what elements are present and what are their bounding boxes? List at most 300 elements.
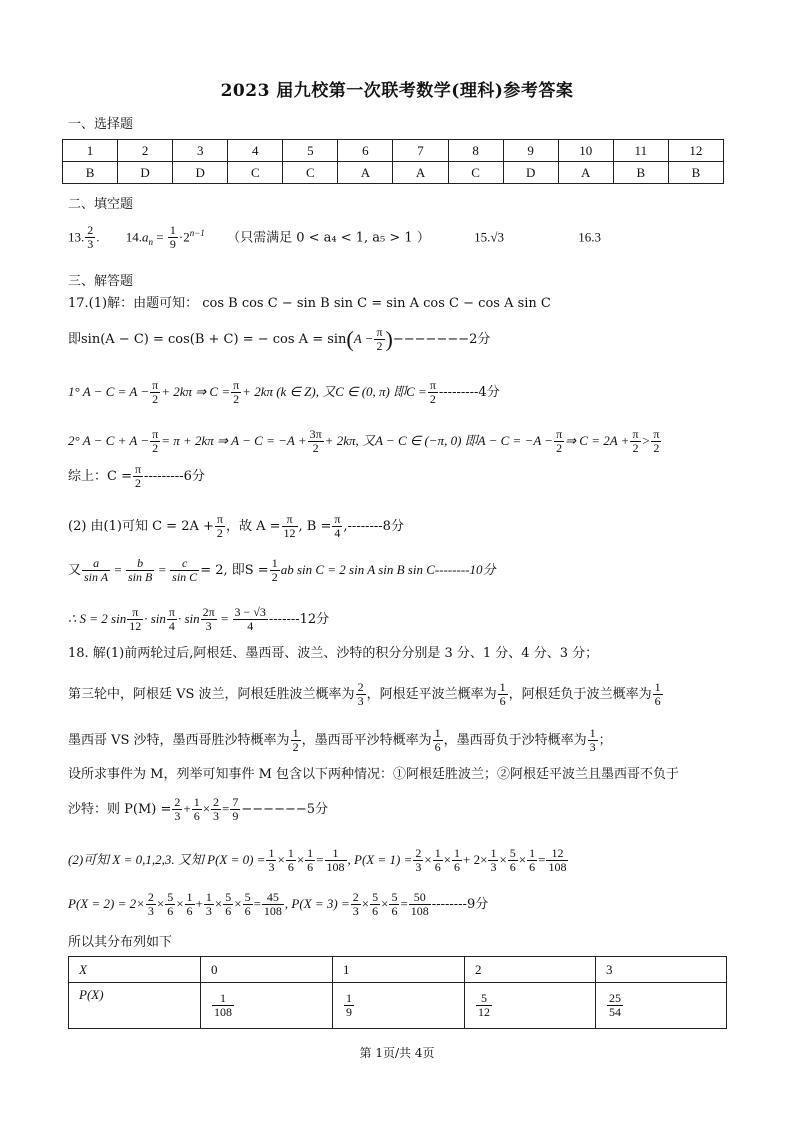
frac-num: 1 — [268, 846, 275, 860]
choice-number-cell: 7 — [393, 140, 448, 162]
two-thirds — [413, 847, 423, 874]
page-footer: 第 1页/共 4页 — [359, 1046, 435, 1060]
one-half — [270, 557, 280, 584]
p17-line-2 — [68, 326, 490, 353]
frac-den: sin B — [127, 570, 153, 584]
p18-l6-text: (2)可知 X = 0,1,2,3. 又知 P(X = 0) = — [68, 852, 266, 867]
op: × — [296, 852, 305, 867]
frac-num: 1 — [434, 846, 441, 860]
frac-num: 1 — [307, 846, 314, 860]
frac-num: 2 — [352, 890, 359, 904]
frac-den: 6 — [434, 740, 441, 754]
p17-score-12: -------12分 — [268, 612, 330, 627]
op: = — [538, 852, 546, 867]
frac-num: 1 — [499, 680, 506, 694]
frac-den: 6 — [499, 694, 506, 708]
frac-den: 108 — [263, 904, 282, 918]
one-third — [588, 727, 598, 754]
one-sixth — [527, 847, 537, 874]
choice-number-cell: 11 — [613, 140, 668, 162]
fill-answers-line — [68, 223, 601, 252]
choice-number-cell: 6 — [338, 140, 393, 162]
frac-den: 108 — [326, 860, 345, 874]
frac-num: π — [152, 378, 159, 392]
section-solve-heading: 三、解答题 — [68, 274, 134, 289]
choice-answer-cell: A — [393, 162, 448, 184]
dist-p-cell — [333, 983, 465, 1029]
frac-den: 6 — [193, 809, 200, 823]
frac-den: 3 — [268, 860, 275, 874]
choice-number-row — [63, 140, 724, 162]
one-sixth — [192, 796, 202, 823]
one-sixth — [433, 847, 443, 874]
frac-num: 1 — [292, 726, 299, 740]
one-sixth — [653, 681, 663, 708]
p17-l2-text: 即sin(A − C) = cos(B + C) = − cos A = sin — [68, 332, 347, 347]
q13-numerator: 2 — [87, 223, 94, 238]
frac-num: π — [376, 325, 383, 339]
p17-line-6 — [68, 513, 404, 540]
p18-line-1: 18. 解(1)前两轮过后,阿根廷、墨西哥、波兰、沙特的积分分别是 3 分、1 分、4 分、3 分； — [68, 646, 599, 661]
section-choice-heading: 一、选择题 — [68, 117, 134, 132]
one-sixth — [286, 847, 296, 874]
one-sixth — [305, 847, 315, 874]
choice-number-cell: 10 — [558, 140, 613, 162]
q14-note: （只需满足 0 < a₄ < 1, a₅ > 1 ） — [227, 230, 430, 246]
five-sixths — [370, 891, 380, 918]
p18-l6-text: , P(X = 1) = — [347, 852, 413, 867]
choice-number-cell: 1 — [63, 140, 118, 162]
dist-x-value: 2 — [465, 957, 596, 983]
p17-score-6: ---------6分 — [144, 469, 205, 484]
choice-answer-cell: B — [668, 162, 723, 184]
op: × — [381, 896, 389, 911]
op: × — [499, 852, 507, 867]
p18-l3-text: 墨西哥 VS 沙特，墨西哥胜沙特概率为 — [68, 733, 290, 748]
dist-prob-fraction — [607, 992, 623, 1019]
op: × — [443, 852, 452, 867]
op: × — [277, 852, 285, 867]
p17-l8-text: · sin — [144, 611, 166, 626]
frac-num: 2 — [357, 680, 364, 694]
five-sixths — [508, 847, 518, 874]
frac-den: 2 — [429, 392, 436, 406]
b-over-sinB — [126, 557, 154, 584]
frac-num: 1 — [287, 846, 294, 860]
choice-number-cell: 4 — [228, 140, 283, 162]
frac-num: 1 — [589, 726, 596, 740]
frac-num: π — [632, 427, 639, 441]
q14-subscript: n — [148, 236, 154, 247]
q14-power-base: ·2 — [178, 229, 190, 245]
frac-num: 1 — [325, 847, 347, 861]
op: × — [518, 852, 527, 867]
choice-number-cell: 3 — [173, 140, 228, 162]
frac-den: 12 — [129, 619, 142, 633]
op: × — [234, 896, 242, 911]
dist-x-value: 1 — [333, 957, 465, 983]
frac-num: 1 — [529, 846, 536, 860]
q13-tail: . — [96, 229, 100, 245]
frac-num: 5 — [167, 890, 174, 904]
pi-over-12 — [282, 513, 298, 540]
op: × — [202, 801, 211, 816]
p18-l5-text: 沙特：则 P(M) = — [68, 802, 172, 817]
two-thirds — [146, 891, 156, 918]
p17-line-4 — [68, 428, 662, 455]
p17-l3-text: + 2kπ (k ∈ Z), 又C ∈ (0, π) 即C = — [242, 384, 427, 399]
frac-den: 6 — [391, 904, 398, 918]
one-third — [266, 847, 276, 874]
choice-answer-cell: D — [503, 162, 558, 184]
pi-over-2 — [374, 326, 384, 353]
frac-num: 1 — [193, 795, 200, 809]
frac-den: 6 — [307, 860, 314, 874]
p18-line-6 — [68, 847, 569, 874]
frac-den: 4 — [168, 619, 175, 633]
frac-den: 2 — [376, 339, 383, 353]
pi-over-2 — [215, 513, 225, 540]
frac-den: 6 — [244, 904, 251, 918]
q14-equals: = — [153, 229, 167, 245]
p17-l4-text: 2° A − C + A − — [68, 433, 150, 448]
dist-p-label: P(X) — [69, 983, 201, 1029]
p18-score-9: --------9分 — [431, 897, 489, 912]
p17-l6-text: , B = — [298, 519, 332, 534]
p18-line-5 — [68, 796, 328, 823]
pi-over-4 — [332, 513, 342, 540]
frac-num: π — [152, 427, 159, 441]
pi-over-2 — [150, 379, 160, 406]
frac-den: 6 — [454, 860, 461, 874]
frac-den: 6 — [529, 860, 536, 874]
op: × — [361, 896, 370, 911]
frac-den: 12 — [478, 1005, 490, 1019]
p18-l2-text: ，阿根廷负于波兰概率为 — [508, 687, 652, 702]
fifty-108ths — [409, 891, 431, 918]
p17-l8-text: ∴ S = 2 sin — [68, 611, 127, 626]
frac-num: π — [282, 513, 298, 527]
frac-num: π — [134, 462, 142, 476]
frac-num: π — [233, 378, 240, 392]
frac-den: 2 — [653, 441, 660, 455]
frac-num: 5 — [391, 890, 398, 904]
p17-l4-text: ⇒ C = 2A + — [565, 433, 630, 448]
op: = — [316, 852, 324, 867]
frac-den: 2 — [152, 441, 159, 455]
pi-over-2 — [630, 428, 640, 455]
frac-den: 9 — [346, 1005, 352, 1019]
frac-num: 1 — [490, 846, 497, 860]
frac-den: 12 — [283, 526, 296, 540]
dist-prob-fraction — [476, 992, 492, 1019]
one-third — [204, 891, 214, 918]
seven-ninths — [230, 796, 240, 823]
frac-num: π — [429, 378, 436, 392]
frac-den: 2 — [632, 441, 639, 455]
q13-label: 13. — [68, 229, 85, 245]
choice-number-cell: 12 — [668, 140, 723, 162]
q14-lhs: a — [142, 229, 149, 245]
frac-num: π — [216, 512, 223, 526]
one-108th — [325, 847, 347, 874]
p17-l5-text: 综上：C = — [68, 469, 132, 484]
choice-answer-cell: D — [118, 162, 173, 184]
five-sixths — [243, 891, 253, 918]
p17-l4-text: > — [641, 433, 651, 448]
choice-number-cell: 2 — [118, 140, 173, 162]
frac-num: 5 — [225, 890, 232, 904]
three-pi-over-2 — [308, 428, 324, 455]
frac-den: 3 — [174, 809, 181, 823]
dist-prob-fraction — [212, 992, 234, 1019]
op: = — [400, 896, 408, 911]
p17-l7-text: = 2, 即S = — [200, 563, 269, 578]
p17-line-8: ∴ S = 2 sin $\frac{\pi}{12}$ · sin $\frac{\pi}{4}$ · sin $\frac{2\pi}{3}$ = $\frac{3 - √3}{4}$ -------12分 — [68, 605, 330, 633]
five-sixths — [223, 891, 233, 918]
dist-prob-fraction — [344, 992, 354, 1019]
frac-den: 2 — [216, 526, 223, 540]
p18-l3-text: ，墨西哥负于沙特概率为 — [443, 733, 587, 748]
q16-answer: 16.3 — [578, 229, 602, 245]
dist-p-cell — [465, 983, 596, 1029]
frac-num: 1 — [212, 992, 234, 1006]
q14-fraction — [168, 224, 178, 251]
frac-num: 1 — [205, 890, 212, 904]
choice-answer-cell: C — [448, 162, 503, 184]
p17-line-1: 17.(1)解：由题可知： cos B cos C − sin B sin C = sin A cos C − cos A sin C — [68, 296, 551, 311]
frac-den: 3 — [352, 904, 359, 918]
frac-den: 4 — [334, 526, 341, 540]
frac-num: π — [168, 605, 175, 619]
frac-den: 3 — [490, 860, 497, 874]
one-sixth — [452, 847, 462, 874]
choice-number-cell: 8 — [448, 140, 503, 162]
paren-open: ( — [346, 326, 354, 352]
one-sixth — [498, 681, 508, 708]
frac-den: 6 — [509, 860, 516, 874]
a-over-sinA — [82, 557, 110, 584]
frac-den: 6 — [287, 860, 294, 874]
frac-num: 2 — [415, 846, 422, 860]
c-over-sinC — [170, 557, 199, 584]
p17-l2-arg: A − — [353, 331, 374, 346]
pi-over-12 — [127, 606, 143, 633]
p18-line-7 — [68, 891, 488, 918]
frac-num: 1 — [434, 726, 441, 740]
q15-answer: 15.√3 — [474, 229, 504, 245]
choice-answer-cell: A — [338, 162, 393, 184]
five-sixths — [389, 891, 399, 918]
frac-num: 1 — [271, 556, 278, 570]
frac-num: 7 — [232, 795, 239, 809]
dist-x-row — [69, 957, 727, 983]
section-fill-heading: 二、填空题 — [68, 197, 134, 212]
frac-num: c — [170, 557, 199, 571]
op: + — [195, 896, 203, 911]
frac-num: 2 — [147, 890, 154, 904]
frac-num: 1 — [186, 890, 193, 904]
frac-den: 3 — [147, 904, 154, 918]
distribution-table — [68, 956, 727, 1029]
frac-den: 3 — [205, 619, 212, 633]
frac-num: 2 — [213, 795, 220, 809]
one-third — [488, 847, 498, 874]
pi-over-2 — [554, 428, 564, 455]
p17-l8-text: · sin — [177, 611, 200, 626]
choice-answer-row — [63, 162, 724, 184]
dist-x-value: 3 — [596, 957, 727, 983]
frac-den: 6 — [434, 860, 441, 874]
p18-l7-text: , P(X = 3) = — [284, 896, 350, 911]
frac-num: 12 — [546, 847, 568, 861]
op: = — [222, 801, 230, 816]
p17-line-3 — [68, 379, 500, 406]
q14-denominator: 9 — [169, 237, 176, 252]
one-sixth — [185, 891, 195, 918]
p18-line-4: 设所求事件为 M，列举可知事件 M 包含以下两种情况：①阿根廷胜波兰；②阿根廷平波兰且墨西哥不负于 — [68, 767, 680, 782]
frac-num: 45 — [262, 891, 284, 905]
frac-num: 2 — [174, 795, 181, 809]
p17-score-2: −−−−−−−2分 — [392, 332, 491, 347]
forty-five-108ths — [262, 891, 284, 918]
p18-line-8: 所以其分布列如下 — [68, 935, 173, 950]
one-half — [291, 727, 301, 754]
frac-num: π — [556, 427, 563, 441]
op: + 2× — [463, 852, 488, 867]
frac-num: 3π — [309, 427, 322, 441]
choice-answer-cell: C — [283, 162, 338, 184]
p17-l4-text: + 2kπ, 又A − C ∈ (−π, 0) 即A − C = −A − — [324, 433, 554, 448]
pi-over-2 — [133, 463, 143, 490]
frac-num: 5 — [372, 890, 379, 904]
p17-l7-text: ab sin C = 2 sin A sin B sin C--------10分 — [280, 562, 496, 577]
frac-den: 108 — [548, 860, 567, 874]
frac-den: 2 — [292, 740, 299, 754]
frac-num: 50 — [409, 891, 431, 905]
frac-den: 108 — [214, 1005, 232, 1019]
q13-denominator: 3 — [87, 237, 94, 252]
frac-den: 3 — [357, 694, 364, 708]
p18-l3-text: ，墨西哥平沙特概率为 — [301, 733, 432, 748]
p17-l7-text: 又 — [68, 563, 82, 578]
frac-den: 2 — [152, 392, 159, 406]
frac-num: 1 — [454, 846, 461, 860]
p17-score-8: ,--------8分 — [343, 519, 404, 534]
frac-den: 2 — [233, 392, 240, 406]
pi-over-2 — [231, 379, 241, 406]
p17-score-4: ---------4分 — [438, 385, 500, 400]
op: × — [176, 896, 184, 911]
frac-num: π — [127, 606, 143, 620]
p17-l6-text: ，故 A = — [225, 519, 281, 534]
p18-l3-text: ； — [598, 733, 612, 748]
frac-den: 6 — [167, 904, 174, 918]
two-thirds — [211, 796, 221, 823]
p18-l2-text: 第三轮中，阿根廷 VS 波兰，阿根廷胜波兰概率为 — [68, 687, 355, 702]
one-sixth — [433, 727, 443, 754]
p17-l3-text: 1° A − C = A − — [68, 384, 150, 399]
frac-den: 6 — [372, 904, 379, 918]
pi-over-4 — [167, 606, 177, 633]
frac-den: 2 — [135, 476, 142, 490]
choice-number-cell: 9 — [503, 140, 558, 162]
frac-num: 25 — [609, 991, 621, 1005]
p17-line-7: 又 $\frac{a}{\text{sin A}}$ = $\frac{b}{\text{sin B}}$ = $\frac{c}{\text{sin C}}$ = 2, 即S = $\frac{1}{2}$ ab sin C = 2 sin A sin B sin C--------10分 — [68, 556, 496, 584]
pi-over-2 — [651, 428, 661, 455]
frac-den: 2 — [271, 570, 278, 584]
p18-l2-text: ，阿根廷平波兰概率为 — [366, 687, 497, 702]
frac-den: 108 — [410, 904, 429, 918]
q14-label: 14. — [125, 229, 143, 245]
frac-den: 3 — [213, 809, 220, 823]
frac-num: 3 − √3 — [234, 605, 266, 619]
frac-den: 3 — [415, 860, 422, 874]
op: × — [214, 896, 223, 911]
frac-num: π — [653, 427, 660, 441]
frac-num: 5 — [244, 890, 251, 904]
frac-num: 5 — [509, 846, 516, 860]
p17-l4-text: = π + 2kπ ⇒ A − C = −A + — [161, 433, 307, 448]
two-thirds — [356, 681, 366, 708]
choice-answer-cell: B — [613, 162, 668, 184]
p18-score-5: −−−−−−5分 — [241, 802, 329, 817]
choice-answer-cell: D — [173, 162, 228, 184]
frac-den: 4 — [247, 619, 254, 633]
q14-exponent: n−1 — [189, 228, 205, 238]
dist-x-value: 0 — [201, 957, 333, 983]
op: = — [253, 896, 261, 911]
frac-den: 6 — [225, 904, 232, 918]
q13-fraction — [85, 224, 95, 251]
paren-close: ) — [385, 326, 393, 352]
two-thirds — [172, 796, 182, 823]
pi-over-2 — [428, 379, 438, 406]
frac-num: 1 — [654, 680, 661, 694]
five-sixths — [165, 891, 175, 918]
op: × — [424, 852, 432, 867]
frac-den: 9 — [232, 809, 239, 823]
two-pi-over-3 — [201, 606, 217, 633]
two-thirds — [351, 891, 361, 918]
p18-line-2 — [68, 681, 664, 708]
frac-den: 2 — [556, 441, 563, 455]
frac-den: 3 — [589, 740, 596, 754]
dist-x-label: X — [69, 957, 201, 983]
p17-line-5 — [68, 463, 205, 490]
op: + — [183, 801, 191, 816]
page-title: 2023 届九校第一次联考数学(理科)参考答案 — [220, 81, 574, 101]
pi-over-2 — [150, 428, 160, 455]
result-fraction — [233, 606, 268, 633]
dist-p-cell — [596, 983, 727, 1029]
frac-den: 6 — [186, 904, 193, 918]
frac-den: sin A — [84, 570, 109, 584]
frac-num: 1 — [346, 991, 352, 1005]
frac-num: a — [82, 557, 110, 571]
choice-answer-cell: C — [228, 162, 283, 184]
choice-number-cell: 5 — [283, 140, 338, 162]
p17-l6-text: (2) 由(1)可知 C = 2A + — [68, 519, 214, 534]
frac-den: 2 — [312, 441, 319, 455]
choice-answer-table — [62, 139, 724, 184]
choice-answer-cell: B — [63, 162, 118, 184]
dist-p-row — [69, 983, 727, 1029]
frac-num: π — [334, 512, 341, 526]
p18-line-3 — [68, 727, 612, 754]
frac-num: 5 — [476, 992, 492, 1006]
choice-answer-cell: A — [558, 162, 613, 184]
